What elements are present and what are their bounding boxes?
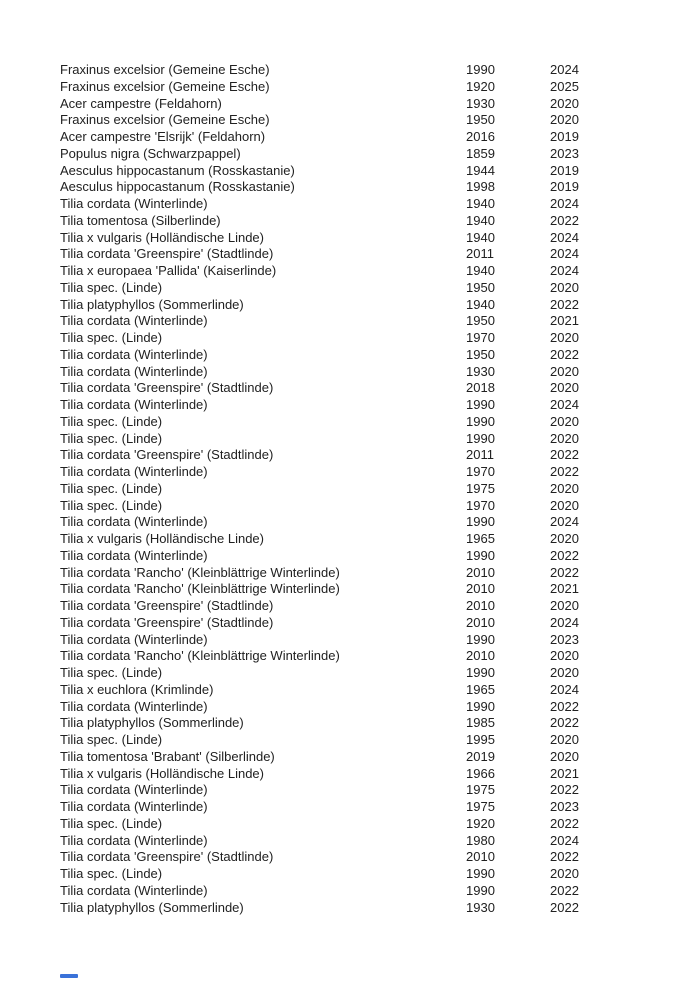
tree-name-cell: Fraxinus excelsior (Gemeine Esche)	[60, 112, 270, 128]
year-cell-2: 2022	[550, 899, 579, 915]
year-cell-2: 2024	[550, 196, 579, 211]
year-cell-1: 1990	[466, 62, 495, 77]
tree-name-cell: Aesculus hippocastanum (Rosskastanie)	[60, 162, 295, 178]
table-row	[60, 565, 700, 582]
table-row	[60, 129, 700, 146]
year-cell-2: 2021	[550, 581, 579, 597]
table-row	[60, 665, 700, 682]
year-cell-2: 2022	[550, 464, 579, 479]
table-row	[60, 297, 700, 314]
year-cell-1: 2010	[466, 564, 495, 580]
year-cell-1: 1980	[466, 832, 495, 848]
tree-name-cell: Tilia cordata 'Rancho' (Kleinblättrige Winterlinde)	[60, 564, 340, 580]
year-cell-2: 2024	[550, 614, 579, 630]
table-row	[60, 883, 700, 900]
year-cell-1: 1970	[466, 497, 495, 513]
year-cell-2: 2020	[550, 363, 579, 379]
year-cell-2: 2020	[550, 430, 579, 446]
table-row	[60, 766, 700, 783]
table-row	[60, 632, 700, 649]
tree-name-cell: Tilia spec. (Linde)	[60, 497, 163, 513]
table-row	[60, 531, 700, 548]
tree-name-cell: Tilia cordata 'Greenspire' (Stadtlinde)	[60, 849, 274, 865]
year-cell-2: 2022	[550, 547, 579, 563]
year-cell-2: 2020	[550, 279, 579, 295]
tree-name-cell: Tilia spec. (Linde)	[60, 430, 163, 446]
year-cell-2: 2020	[550, 748, 579, 764]
tree-name-cell: Tilia cordata 'Greenspire' (Stadtlinde)	[60, 614, 274, 630]
year-cell-2: 2020	[550, 665, 579, 680]
table-row	[60, 280, 700, 297]
year-cell-1: 1990	[466, 413, 495, 429]
tree-name-cell: Fraxinus excelsior (Gemeine Esche)	[60, 62, 270, 77]
year-cell-2: 2022	[550, 212, 579, 228]
year-cell-2: 2021	[550, 313, 579, 329]
year-cell-1: 1920	[466, 815, 495, 831]
table-row	[60, 431, 700, 448]
year-cell-1: 1990	[466, 882, 495, 898]
tree-name-cell: Tilia platyphyllos (Sommerlinde)	[60, 715, 244, 731]
table-row	[60, 900, 700, 917]
table-row	[60, 581, 700, 598]
year-cell-2: 2024	[550, 62, 579, 77]
year-cell-2: 2019	[550, 179, 579, 195]
table-row	[60, 799, 700, 816]
tree-name-cell: Tilia spec. (Linde)	[60, 732, 163, 747]
tree-name-cell: Tilia cordata (Winterlinde)	[60, 832, 208, 848]
tree-name-cell: Tilia x vulgaris (Holländische Linde)	[60, 229, 264, 245]
year-cell-1: 1970	[466, 464, 495, 479]
table-row	[60, 112, 700, 129]
year-cell-2: 2024	[550, 397, 579, 412]
year-cell-2: 2022	[550, 782, 579, 798]
year-cell-1: 1920	[466, 78, 495, 94]
year-cell-1: 1990	[466, 514, 495, 530]
year-cell-2: 2022	[550, 346, 579, 362]
table-row	[60, 732, 700, 749]
tree-name-cell: Tilia spec. (Linde)	[60, 330, 163, 345]
table-row	[60, 347, 700, 364]
year-cell-1: 1970	[466, 330, 495, 345]
table-row	[60, 833, 700, 850]
year-cell-1: 1990	[466, 547, 495, 563]
year-cell-1: 1975	[466, 782, 495, 798]
table-row	[60, 330, 700, 347]
year-cell-1: 1940	[466, 296, 495, 312]
tree-name-cell: Tilia cordata 'Rancho' (Kleinblättrige Winterlinde)	[60, 648, 340, 664]
tree-name-cell: Acer campestre 'Elsrijk' (Feldahorn)	[60, 129, 266, 144]
year-cell-2: 2022	[550, 882, 579, 898]
tree-name-cell: Tilia cordata (Winterlinde)	[60, 631, 208, 647]
tree-name-cell: Tilia x europaea 'Pallida' (Kaiserlinde)	[60, 263, 277, 278]
year-cell-1: 2010	[466, 614, 495, 630]
year-cell-2: 2023	[550, 631, 579, 647]
year-cell-2: 2021	[550, 765, 579, 781]
table-row	[60, 179, 700, 196]
year-cell-2: 2020	[550, 598, 579, 613]
year-cell-1: 1940	[466, 212, 495, 228]
year-cell-1: 1965	[466, 531, 495, 546]
year-cell-2: 2022	[550, 849, 579, 865]
table-row	[60, 866, 700, 883]
table-row	[60, 380, 700, 397]
year-cell-2: 2022	[550, 815, 579, 831]
bottom-blue-dash-fragment	[60, 974, 78, 978]
table-row	[60, 263, 700, 280]
year-cell-1: 1950	[466, 313, 495, 329]
year-cell-1: 2010	[466, 849, 495, 865]
year-cell-1: 1940	[466, 263, 495, 278]
year-cell-2: 2020	[550, 380, 579, 396]
year-cell-2: 2024	[550, 246, 579, 262]
tree-name-cell: Tilia cordata (Winterlinde)	[60, 346, 208, 362]
tree-name-cell: Tilia tomentosa 'Brabant' (Silberlinde)	[60, 748, 275, 764]
table-row	[60, 548, 700, 565]
year-cell-1: 1950	[466, 112, 495, 128]
year-cell-2: 2019	[550, 162, 579, 178]
year-cell-2: 2024	[550, 514, 579, 530]
table-row	[60, 246, 700, 263]
tree-name-cell: Tilia cordata (Winterlinde)	[60, 397, 208, 412]
tree-name-cell: Tilia cordata 'Greenspire' (Stadtlinde)	[60, 246, 274, 262]
year-cell-1: 1990	[466, 665, 495, 680]
year-cell-2: 2020	[550, 497, 579, 513]
year-cell-1: 1965	[466, 681, 495, 697]
year-cell-1: 1930	[466, 363, 495, 379]
year-cell-2: 2020	[550, 480, 579, 496]
table-row	[60, 146, 700, 163]
year-cell-1: 2016	[466, 129, 495, 144]
table-row	[60, 196, 700, 213]
year-cell-1: 1944	[466, 162, 495, 178]
tree-name-cell: Tilia cordata (Winterlinde)	[60, 363, 208, 379]
year-cell-1: 1990	[466, 397, 495, 412]
table-row	[60, 598, 700, 615]
table-row	[60, 715, 700, 732]
table-row	[60, 816, 700, 833]
tree-name-cell: Tilia cordata (Winterlinde)	[60, 882, 208, 898]
year-cell-1: 2019	[466, 748, 495, 764]
table-row	[60, 397, 700, 414]
year-cell-1: 2010	[466, 598, 495, 613]
tree-name-cell: Tilia spec. (Linde)	[60, 866, 163, 881]
year-cell-1: 1950	[466, 346, 495, 362]
table-row	[60, 414, 700, 431]
tree-name-cell: Fraxinus excelsior (Gemeine Esche)	[60, 78, 270, 94]
year-cell-1: 1998	[466, 179, 495, 195]
table-row	[60, 615, 700, 632]
tree-name-cell: Tilia x euchlora (Krimlinde)	[60, 681, 214, 697]
table-row	[60, 749, 700, 766]
year-cell-2: 2020	[550, 732, 579, 747]
year-cell-2: 2024	[550, 263, 579, 278]
table-row	[60, 96, 700, 113]
tree-name-cell: Tilia cordata 'Greenspire' (Stadtlinde)	[60, 598, 274, 613]
table-row	[60, 230, 700, 247]
year-cell-2: 2020	[550, 413, 579, 429]
table-row	[60, 79, 700, 96]
tree-name-cell: Tilia cordata 'Greenspire' (Stadtlinde)	[60, 380, 274, 396]
year-cell-1: 1859	[466, 145, 495, 161]
table-row	[60, 447, 700, 464]
tree-name-cell: Tilia spec. (Linde)	[60, 665, 163, 680]
year-cell-1: 1930	[466, 95, 495, 111]
year-cell-1: 2018	[466, 380, 495, 396]
year-cell-2: 2025	[550, 78, 579, 94]
year-cell-2: 2022	[550, 715, 579, 731]
tree-name-cell: Tilia cordata (Winterlinde)	[60, 782, 208, 798]
year-cell-2: 2022	[550, 698, 579, 714]
tree-name-cell: Tilia cordata 'Rancho' (Kleinblättrige Winterlinde)	[60, 581, 340, 597]
year-cell-1: 1990	[466, 866, 495, 881]
table-row	[60, 62, 700, 79]
year-cell-1: 1940	[466, 196, 495, 211]
tree-name-cell: Tilia x vulgaris (Holländische Linde)	[60, 531, 264, 546]
year-cell-2: 2023	[550, 145, 579, 161]
year-cell-2: 2022	[550, 447, 579, 463]
year-cell-1: 1995	[466, 732, 495, 747]
year-cell-2: 2023	[550, 799, 579, 814]
year-cell-1: 2010	[466, 648, 495, 664]
year-cell-1: 2011	[466, 246, 494, 262]
table-row	[60, 163, 700, 180]
year-cell-1: 2010	[466, 581, 495, 597]
year-cell-2: 2020	[550, 112, 579, 128]
year-cell-1: 1990	[466, 698, 495, 714]
year-cell-1: 1975	[466, 799, 495, 814]
year-cell-1: 2011	[466, 447, 494, 463]
year-cell-1: 1990	[466, 430, 495, 446]
tree-name-cell: Tilia cordata 'Greenspire' (Stadtlinde)	[60, 447, 274, 463]
year-cell-2: 2024	[550, 832, 579, 848]
tree-name-cell: Populus nigra (Schwarzpappel)	[60, 145, 241, 161]
year-cell-2: 2022	[550, 296, 579, 312]
year-cell-2: 2020	[550, 531, 579, 546]
tree-name-cell: Acer campestre (Feldahorn)	[60, 95, 222, 111]
tree-name-cell: Aesculus hippocastanum (Rosskastanie)	[60, 179, 295, 195]
tree-name-cell: Tilia cordata (Winterlinde)	[60, 799, 208, 814]
table-row	[60, 849, 700, 866]
year-cell-1: 1985	[466, 715, 495, 731]
table-row	[60, 782, 700, 799]
year-cell-1: 1990	[466, 631, 495, 647]
tree-name-cell: Tilia x vulgaris (Holländische Linde)	[60, 765, 264, 781]
table-row	[60, 464, 700, 481]
year-cell-2: 2019	[550, 129, 579, 144]
year-cell-2: 2024	[550, 681, 579, 697]
year-cell-1: 1966	[466, 765, 495, 781]
tree-name-cell: Tilia tomentosa (Silberlinde)	[60, 212, 221, 228]
tree-name-cell: Tilia cordata (Winterlinde)	[60, 313, 208, 329]
table-row	[60, 648, 700, 665]
year-cell-1: 1930	[466, 899, 495, 915]
table-row	[60, 313, 700, 330]
table-row	[60, 498, 700, 515]
year-cell-2: 2020	[550, 866, 579, 881]
tree-name-cell: Tilia cordata (Winterlinde)	[60, 196, 208, 211]
year-cell-1: 1940	[466, 229, 495, 245]
year-cell-2: 2024	[550, 229, 579, 245]
table-row	[60, 682, 700, 699]
table-row	[60, 364, 700, 381]
table-row	[60, 213, 700, 230]
tree-name-cell: Tilia spec. (Linde)	[60, 480, 163, 496]
tree-name-cell: Tilia platyphyllos (Sommerlinde)	[60, 899, 244, 915]
tree-name-cell: Tilia spec. (Linde)	[60, 413, 163, 429]
tree-name-cell: Tilia cordata (Winterlinde)	[60, 698, 208, 714]
tree-name-cell: Tilia cordata (Winterlinde)	[60, 514, 208, 530]
year-cell-2: 2022	[550, 564, 579, 580]
year-cell-2: 2020	[550, 648, 579, 664]
tree-name-cell: Tilia spec. (Linde)	[60, 279, 163, 295]
year-cell-1: 1975	[466, 480, 495, 496]
tree-name-cell: Tilia cordata (Winterlinde)	[60, 464, 208, 479]
table-row	[60, 699, 700, 716]
tree-name-cell: Tilia spec. (Linde)	[60, 815, 163, 831]
tree-name-cell: Tilia cordata (Winterlinde)	[60, 547, 208, 563]
tree-name-cell: Tilia platyphyllos (Sommerlinde)	[60, 296, 244, 312]
table-row	[60, 481, 700, 498]
year-cell-2: 2020	[550, 95, 579, 111]
table-row	[60, 514, 700, 531]
year-cell-1: 1950	[466, 279, 495, 295]
year-cell-2: 2020	[550, 330, 579, 345]
